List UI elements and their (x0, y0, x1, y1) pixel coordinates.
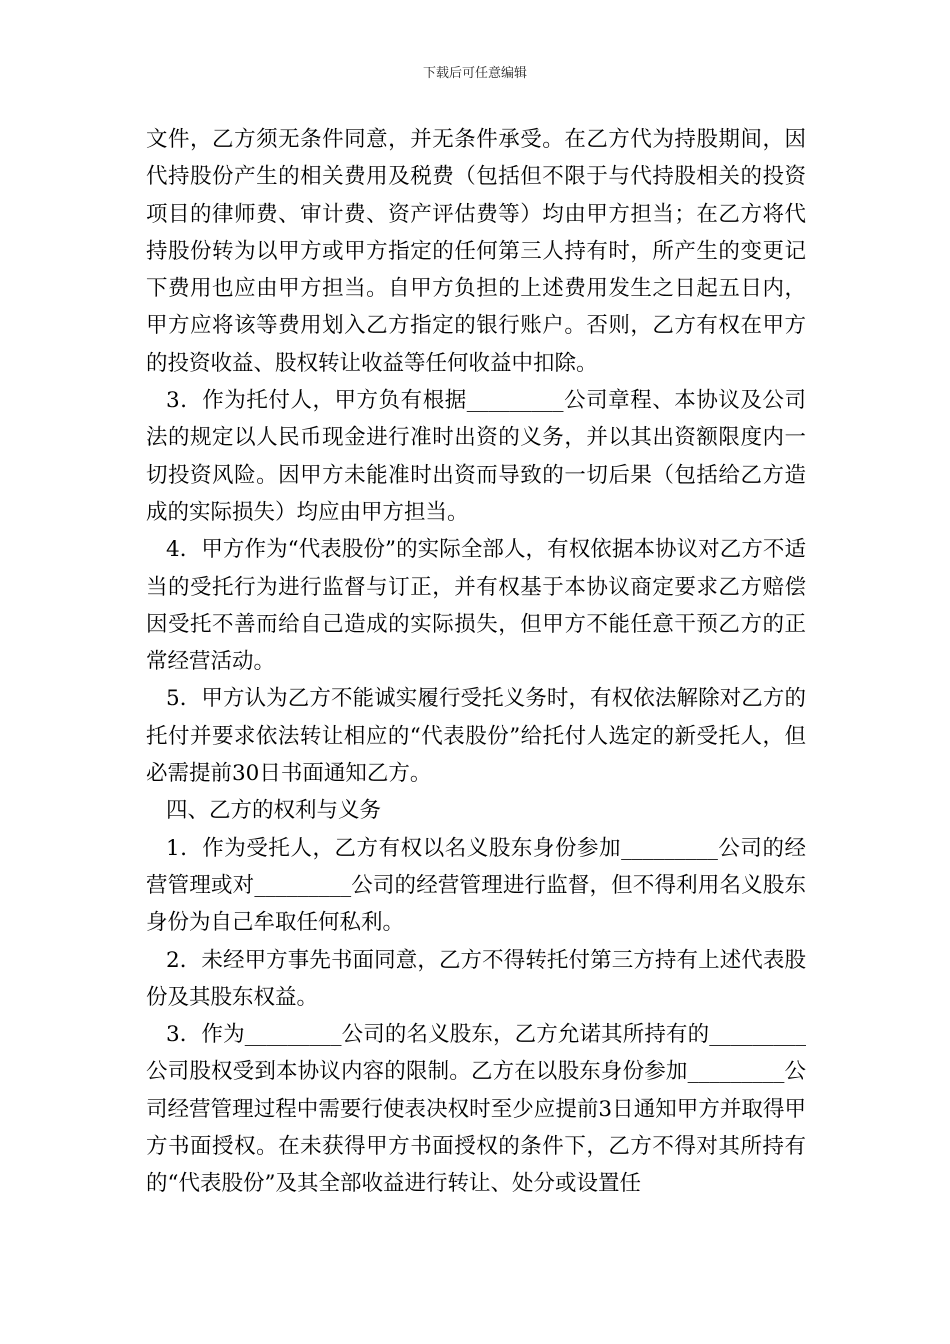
paragraph-clause-3-capital: 3．作为托付人，甲方负有根据_________公司章程、本协议及公司法的规定以人民币现金进行准时出资的义务，并以其出资额限度内一切投资风险。因甲方未能准时出资而导致的一切后果（包括给乙方造成的实际损失）均应由甲方担当。 (146, 388, 806, 525)
paragraph-b-clause-3: 3．作为_________公司的名义股东，乙方允诺其所持有的_________公司股权受到本协议内容的限制。乙方在以股东身份参加_________公司经营管理过程中需要行使表决权时至少应提前3日通知甲方并取得甲方书面授权。在未获得甲方书面授权的条件下，乙方不得对其所持有的“代表股份”及其全部收益进行转让、处分或设置任 (146, 1022, 806, 1197)
page-header-note: 下载后可任意编辑 (422, 66, 527, 81)
section-heading-party-b-rights: 四、乙方的权利与义务 (166, 798, 382, 824)
paragraph-clause-5-termination: 5．甲方认为乙方不能诚实履行受托义务时，有权依法解除对乙方的托付并要求依法转让相应的“代表股份”给托付人选定的新受托人，但必需提前30日书面通知乙方。 (146, 686, 806, 787)
paragraph-b-clause-1: 1．作为受托人，乙方有权以名义股东身份参加_________公司的经营管理或对_________公司的经营管理进行监督，但不得利用名义股东身份为自己牟取任何私利。 (146, 835, 806, 936)
paragraph-b-clause-2: 2．未经甲方事先书面同意，乙方不得转托付第三方持有上述代表股份及其股东权益。 (146, 947, 806, 1010)
paragraph-clause-4-supervision: 4．甲方作为“代表股份”的实际全部人，有权依据本协议对乙方不适当的受托行为进行监督与订正，并有权基于本协议商定要求乙方赔偿因受托不善而给自己造成的实际损失，但甲方不能任意干预乙方的正常经营活动。 (146, 537, 806, 675)
paragraph-fees-continued: 文件，乙方须无条件同意，并无条件承受。在乙方代为持股期间，因代持股份产生的相关费用及税费（包括但不限于与代持股相关的投资项目的律师费、审计费、资产评估费等）均由甲方担当；在乙方将代持股份转为以甲方或甲方指定的任何第三人持有时，所产生的变更记下费用也应由甲方担当。自甲方负担的上述费用发生之日起五日内，甲方应将该等费用划入乙方指定的银行账户。否则，乙方有权在甲方的投资收益、股权转让收益等任何收益中扣除。 (146, 127, 806, 376)
document-body (146, 121, 806, 1203)
